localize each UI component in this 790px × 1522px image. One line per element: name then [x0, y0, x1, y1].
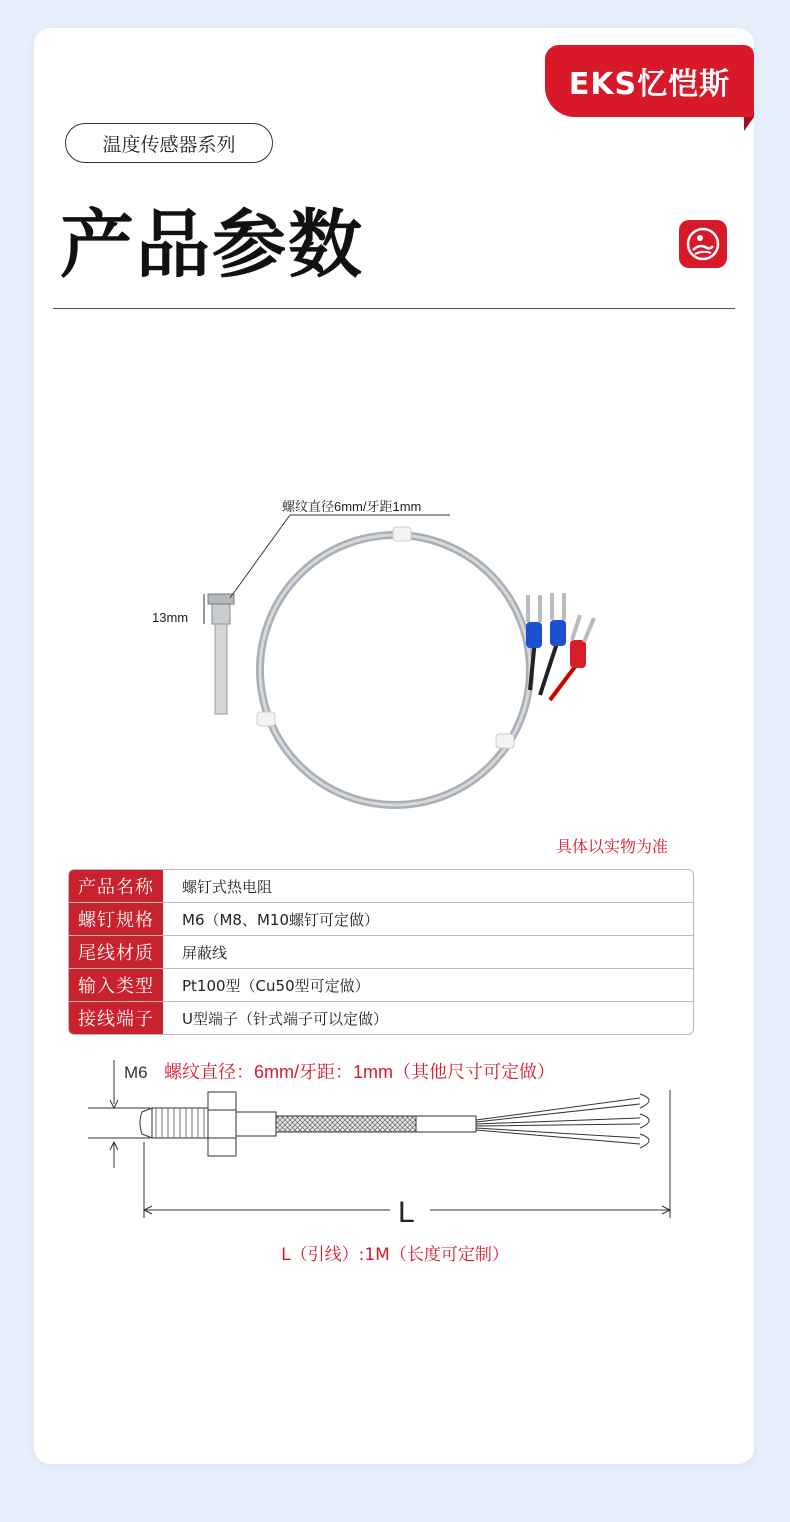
dimension-drawing	[80, 1050, 690, 1230]
brand-badge-icon	[679, 220, 727, 268]
table-row	[69, 902, 693, 935]
series-label: 温度传感器系列	[102, 133, 236, 156]
spec-value: 螺钉式热电阻	[182, 877, 273, 896]
table-row	[69, 968, 693, 1001]
spec-value: U型端子（针式端子可以定做）	[182, 1009, 388, 1028]
brand-logo	[545, 45, 754, 117]
spec-value: Pt100型（Cu50型可定做）	[182, 976, 370, 995]
thread-annotation: 螺纹直径6mm/牙距1mm	[282, 499, 422, 514]
height-annotation: 13mm	[152, 610, 189, 625]
spec-key: 输入类型	[69, 969, 164, 1001]
product-photo	[140, 490, 660, 840]
spec-key: 产品名称	[69, 870, 164, 902]
length-caption: L（引线）:1M（长度可定制）	[281, 1245, 509, 1265]
brand-tab-fold	[744, 117, 754, 131]
table-row	[69, 1001, 693, 1034]
title-divider	[53, 308, 735, 309]
spec-table	[68, 869, 694, 1035]
thread-label: M6	[124, 1063, 148, 1082]
length-label: L	[398, 1196, 415, 1229]
card-footer	[34, 1400, 754, 1464]
spec-value: M6（M8、M10螺钉可定做）	[182, 910, 380, 929]
page-title: 产品参数	[60, 202, 364, 288]
thread-spec: 螺纹直径：6mm/牙距：1mm（其他尺寸可定做）	[164, 1062, 555, 1082]
spec-value: 屏蔽线	[182, 943, 228, 962]
spec-key: 尾线材质	[69, 936, 164, 968]
brand-logo-text: EKS忆恺斯	[568, 67, 731, 102]
series-pill	[65, 123, 273, 163]
table-row	[69, 935, 693, 968]
spec-key: 接线端子	[69, 1002, 164, 1034]
photo-note: 具体以实物为准	[556, 837, 669, 856]
spec-key: 螺钉规格	[69, 903, 164, 935]
table-row	[69, 870, 693, 902]
